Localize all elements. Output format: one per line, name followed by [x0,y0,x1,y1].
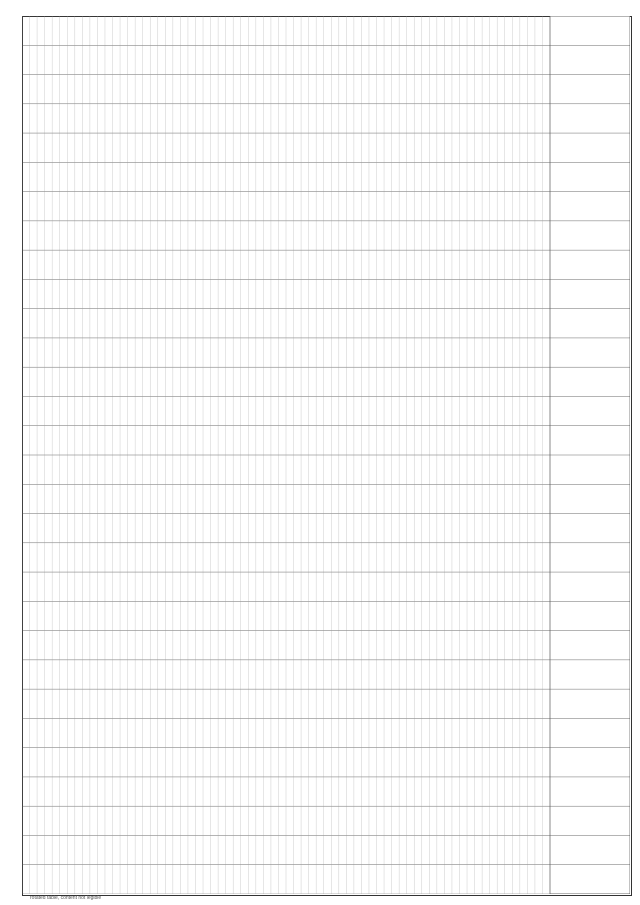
legibility-note: rotated table, content not legible [30,895,102,901]
rotated-table [22,16,630,894]
